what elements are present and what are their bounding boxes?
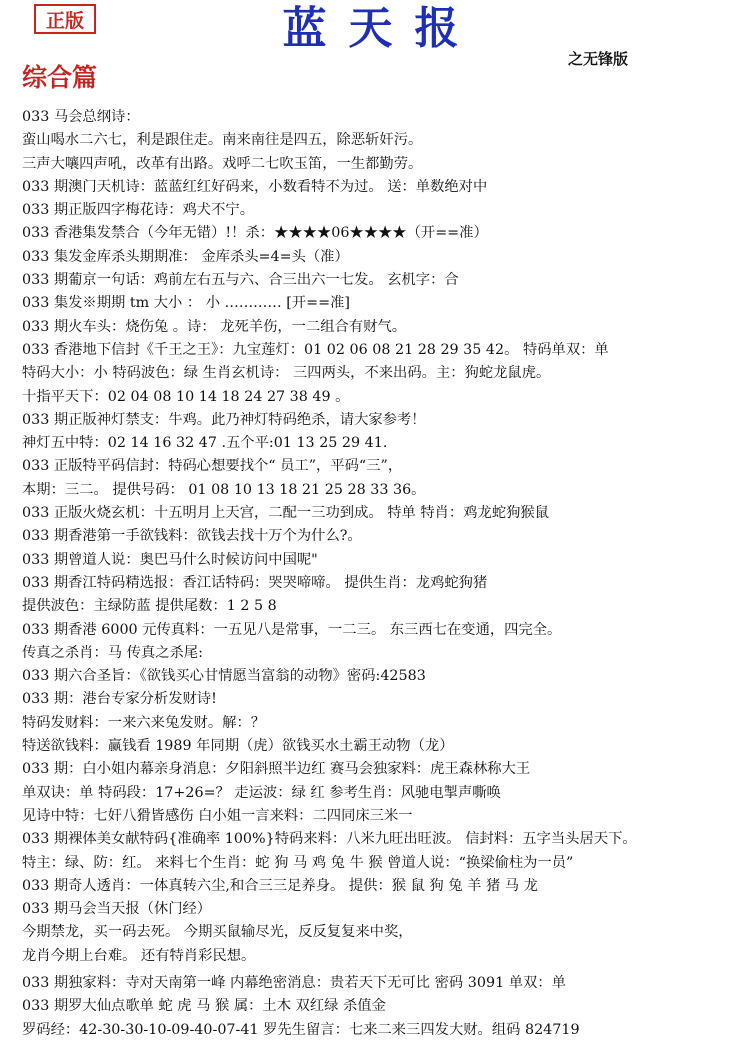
text-line: 033 期正版神灯禁支：牛鸡。此乃神灯特码绝杀，请大家参考！	[22, 411, 426, 428]
text-line: 特码大小：小 特码波色：绿 生肖玄机诗： 三四两头，不来出码。主：狗蛇龙鼠虎。	[22, 365, 551, 382]
text-line: 033 期香港第一手欲钱料：欲钱去找十万个为什么?。	[22, 528, 362, 545]
text-line: 本期：三二。 提供号码： 01 08 10 13 18 21 25 28 33 36。	[22, 481, 426, 498]
text-line: 033 正版特平码信封：特码心想要找个“ 员工”，平码“三”，	[22, 458, 403, 475]
text-line: 龙肖今期上台难。 还有特肖彩民想。	[22, 947, 256, 964]
text-line: 特码发财料：一来六来兔发财。解：？	[22, 714, 266, 731]
text-line: 033 香港集发禁合（今年无错）!！杀：★★★★06★★★★（开==准）	[22, 225, 488, 242]
text-line: 033 期六合圣旨：《欲钱买心甘情愿当富翁的动物》密码:42583	[22, 668, 426, 685]
section-heading: 综合篇	[22, 63, 98, 92]
text-line: 033 集发※期期 tm 大小 ： 小 ………… [开==准]	[22, 295, 350, 312]
text-line: 033 期火车头：烧伤兔 。诗： 龙死羊伤，一二组合有财气。	[22, 318, 407, 335]
text-line: 033 期葡京一句话：鸡前左右五与六、合三出六一七发。 玄机字：合	[22, 272, 459, 289]
text-line: 033 期曾道人说：奥巴马什么时候访问中国呢"	[22, 551, 318, 568]
text-line: 十指平天下：02 04 08 10 14 18 24 27 38 49 。	[22, 388, 350, 405]
text-line: 传真之杀肖：马 传真之杀尾:	[22, 644, 203, 661]
newspaper-title: 蓝天报	[282, 3, 481, 54]
text-line: 033 期裸体美女献特码{准确率 100%}特码来料：八米九旺出旺波。 信封料：五字当头居天下。	[22, 831, 637, 848]
text-line: 033 正版火烧玄机：十五明月上天宫，二配一三功到成。 特单 特肖：鸡龙蛇狗猴鼠	[22, 505, 550, 522]
text-line: 033 期澳门天机诗：蓝蓝红红好码来，小数看特不为过。 送：单数绝对中	[22, 178, 488, 195]
text-line: 特主：绿、防：红。 来料七个生肖：蛇 狗 马 鸡 兔 牛 猴 曾道人说：“换梁偷柱为一员”	[22, 854, 574, 871]
text-line: 033 期香江特码精选报：香江话特码：哭哭啼啼。 提供生肖：龙鸡蛇狗猪	[22, 574, 488, 591]
text-line: 蛮山喝水二六七，利是跟住走。南来南往是四五，除恶斩奸污。	[22, 132, 423, 149]
text-line: 见诗中特：七奸八猾皆感伤 白小姐一言来料：二四同床三米一	[22, 807, 413, 824]
text-line: 单双诀：单 特码段：17+26=？ 走运波：绿 红 参考生肖：风驰电掣声嘶唤	[22, 784, 501, 801]
text-line: 今期禁龙，买一码去死。 今期买鼠输尽光，反反复复来中奖，	[22, 924, 413, 941]
text-line: 三声大嚷四声吼，改革有出路。戏呼二七吹玉笛，一生都勤劳。	[22, 155, 423, 172]
text-line: 033 期独家料：寺对天南第一峰 内幕绝密消息：贵若天下无可比 密码 3091 单双：单	[22, 974, 566, 991]
text-line: 神灯五中特：02 14 16 32 47 .五个平:01 13 25 29 41.	[22, 435, 388, 452]
text-line: 033 期奇人透肖：一体真转六尘,和合三三足养身。 提供：猴 鼠 狗 兔 羊 猪 马 龙	[22, 877, 538, 894]
text-line: 033 期马会当天报（休门经）	[22, 901, 212, 918]
text-line: 罗码经：42-30-30-10-09-40-07-41 罗先生留言：七来二来三四发大财。组码 824719	[22, 1021, 580, 1038]
text-line: 033 马会总纲诗：	[22, 109, 140, 125]
text-line: 033 期：港台专家分析发财诗!	[22, 691, 217, 708]
text-line: 033 期香港 6000 元传真料：一五见八是常事，一二三。 东三西七在变通，四完全。	[22, 621, 562, 638]
text-line: 033 期：白小姐内幕亲身消息：夕阳斜照半边红 赛马会独家料：虎王森林称大王	[22, 761, 531, 778]
text-line: 提供波色：主绿防蓝 提供尾数：1 2 5 8	[22, 598, 277, 615]
content-lines	[22, 106, 734, 1042]
text-line: 033 香港地下信封《千王之王》：九宝莲灯：01 02 06 08 21 28 29 35 42。 特码单双：单	[22, 341, 609, 358]
text-line: 033 集发金库杀头期期准： 金库杀头=4=头（准）	[22, 248, 349, 265]
text-line: 特送欲钱料：赢钱看 1989 年同期（虎）欲钱买水土霸王动物（龙）	[22, 738, 454, 755]
edition-badge: 正版	[34, 4, 96, 34]
edition-label: 之无锋版	[568, 50, 629, 68]
text-line: 033 期罗大仙点歌单 蛇 虎 马 猴 属：土木 双红绿 杀值金	[22, 998, 386, 1015]
text-line: 033 期正版四字梅花诗：鸡犬不宁。	[22, 202, 254, 219]
